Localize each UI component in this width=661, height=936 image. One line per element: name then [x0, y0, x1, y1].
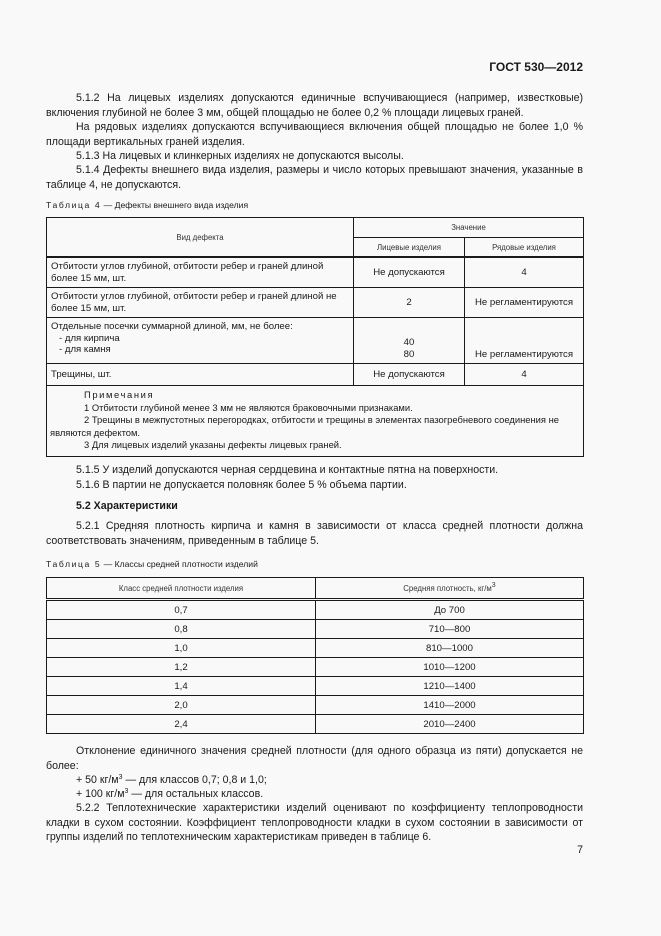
cell-face-stone: 80 — [403, 348, 415, 360]
section-title-5-2: 5.2 Характеристики — [76, 500, 178, 512]
page-number: 7 — [577, 844, 583, 856]
table-row — [47, 658, 584, 677]
table-5-density-classes — [46, 577, 584, 734]
table-4-defects — [46, 217, 584, 457]
deviation-item-1-value: + 50 кг/м — [76, 774, 119, 786]
cell-ordinary: 4 — [465, 364, 584, 386]
header-density-class: Класс средней плотности изделия — [47, 578, 316, 600]
table-row — [47, 677, 584, 696]
table-row — [47, 600, 584, 620]
cell-class: 1,0 — [47, 639, 316, 658]
cell-ordinary: 4 — [465, 257, 584, 288]
table-5-label: Таблица 5 — [46, 559, 102, 569]
table-5-title: — Классы средней плотности изделий — [101, 559, 258, 569]
note-3: 3 Для лицевых изделий указаны дефекты лицевых граней. — [84, 439, 342, 450]
paragraph-5-1-5: 5.1.5 У изделий допускаются черная сердцевина и контактные пятна на поверхности. — [76, 464, 499, 476]
table-4-title: — Дефекты внешнего вида изделия — [101, 200, 249, 210]
paragraph-5-2-2: 5.2.2 Теплотехнические характеристики изделий оценивают по коэффициенту теплопроводности кладки в сухом состоянии. Коэффициент теплопроводности кладки в сухом состоянии в зависимости от группы изделий по теплотехническим характеристикам приведен в таблице 6. — [46, 802, 583, 843]
superscript-cube: 3 — [124, 788, 129, 795]
table-row — [47, 257, 584, 288]
cell-face — [354, 318, 465, 364]
cell-class: 2,0 — [47, 696, 316, 715]
cell-face-brick: 40 — [403, 337, 415, 348]
note-1: 1 Отбитости глубиной менее 3 мм не являются браковочными признаками. — [84, 401, 413, 413]
cell-density: 810—1000 — [316, 639, 584, 658]
table-4-caption — [46, 200, 248, 210]
cell-density: 1210—1400 — [316, 677, 584, 696]
cell-defect-stone: - для камня — [59, 344, 111, 355]
deviation-item-2-text: — для остальных классов. — [128, 788, 264, 800]
cell-class: 0,8 — [47, 620, 316, 639]
cell-defect-main: Отдельные посечки суммарной длиной, мм, не более: — [51, 321, 293, 332]
cell-class: 1,2 — [47, 658, 316, 677]
header-defect-type: Вид дефекта — [47, 218, 354, 258]
cell-ordinary: Не регламентируются — [465, 288, 584, 318]
paragraph-5-1-2-ordinary: На рядовых изделиях допускаются вспучивающиеся включения общей площадью не более 1,0 % площади вертикальных граней изделия. — [46, 121, 583, 148]
note-2: 2 Трещины в межпустотных перегородках, отбитости и трещины в элементах пазогребневого соединения не являются дефектом. — [50, 414, 559, 438]
cell-defect-brick: - для кирпича — [59, 332, 120, 344]
document-code-header: ГОСТ 530—2012 — [489, 60, 583, 74]
cell-face: Не допускаются — [354, 257, 465, 288]
cell-class: 0,7 — [47, 600, 316, 620]
cell-density: 2010—2400 — [316, 715, 584, 734]
cell-density: 1010—1200 — [316, 658, 584, 677]
paragraph-5-1-4: 5.1.4 Дефекты внешнего вида изделия, размеры и число которых превышают значения, указанные в таблице 4, не допускаются. — [46, 164, 583, 191]
cell-class: 1,4 — [47, 677, 316, 696]
table-row — [47, 288, 584, 318]
header-ordinary-products: Рядовые изделия — [465, 238, 584, 258]
header-average-density — [316, 578, 584, 600]
header-average-density-label: Средняя плотность, кг/м — [403, 583, 492, 593]
table-row — [47, 620, 584, 639]
cell-defect — [47, 318, 354, 364]
cell-face: Не допускаются — [354, 364, 465, 386]
table-row — [47, 715, 584, 734]
cell-density: До 700 — [316, 600, 584, 620]
paragraph-5-1-3: 5.1.3 На лицевых и клинкерных изделиях не допускаются высолы. — [76, 150, 404, 162]
cell-defect: Трещины, шт. — [47, 364, 354, 386]
paragraph-5-1-2: 5.1.2 На лицевых изделиях допускаются единичные вспучивающиеся (например, известковые) включения глубиной не более 3 мм, общей площадью не более 0,2 % площади лицевых граней. — [46, 92, 583, 119]
cell-density: 710—800 — [316, 620, 584, 639]
header-value: Значение — [354, 218, 584, 238]
table-5-caption — [46, 559, 258, 569]
table-row — [47, 318, 584, 364]
cell-ordinary: Не регламентируются — [465, 318, 584, 364]
deviation-item-1 — [46, 773, 583, 788]
table-notes — [47, 386, 584, 457]
deviation-item-1-text: — для классов 0,7; 0,8 и 1,0; — [122, 774, 267, 786]
paragraph-5-1-6: 5.1.6 В партии не допускается половняк более 5 % объема партии. — [76, 479, 407, 491]
deviation-item-2 — [46, 787, 583, 802]
cell-defect: Отбитости углов глубиной, отбитости ребер и граней длиной более 15 мм, шт. — [47, 257, 354, 288]
table-row — [47, 639, 584, 658]
paragraph-deviation: Отклонение единичного значения средней плотности (для одного образца из пяти) допускается не более: — [46, 745, 583, 772]
notes-title: Примечания — [84, 389, 155, 400]
cell-density: 1410—2000 — [316, 696, 584, 715]
table-row — [47, 696, 584, 715]
table-4-label: Таблица 4 — [46, 200, 102, 210]
cell-face: 2 — [354, 288, 465, 318]
deviation-item-2-value: + 100 кг/м — [76, 788, 125, 800]
superscript-cube: 3 — [118, 774, 123, 781]
cell-defect: Отбитости углов глубиной, отбитости ребер и граней длиной не более 15 мм, шт. — [47, 288, 354, 318]
paragraph-5-2-1: 5.2.1 Средняя плотность кирпича и камня в зависимости от класса средней плотности должна соответствовать значениям, приведенным в таблице 5. — [46, 520, 583, 547]
cell-class: 2,4 — [47, 715, 316, 734]
table-row — [47, 364, 584, 386]
header-face-products: Лицевые изделия — [354, 238, 465, 258]
superscript-cube: 3 — [491, 581, 496, 589]
table-notes-row — [47, 386, 584, 457]
